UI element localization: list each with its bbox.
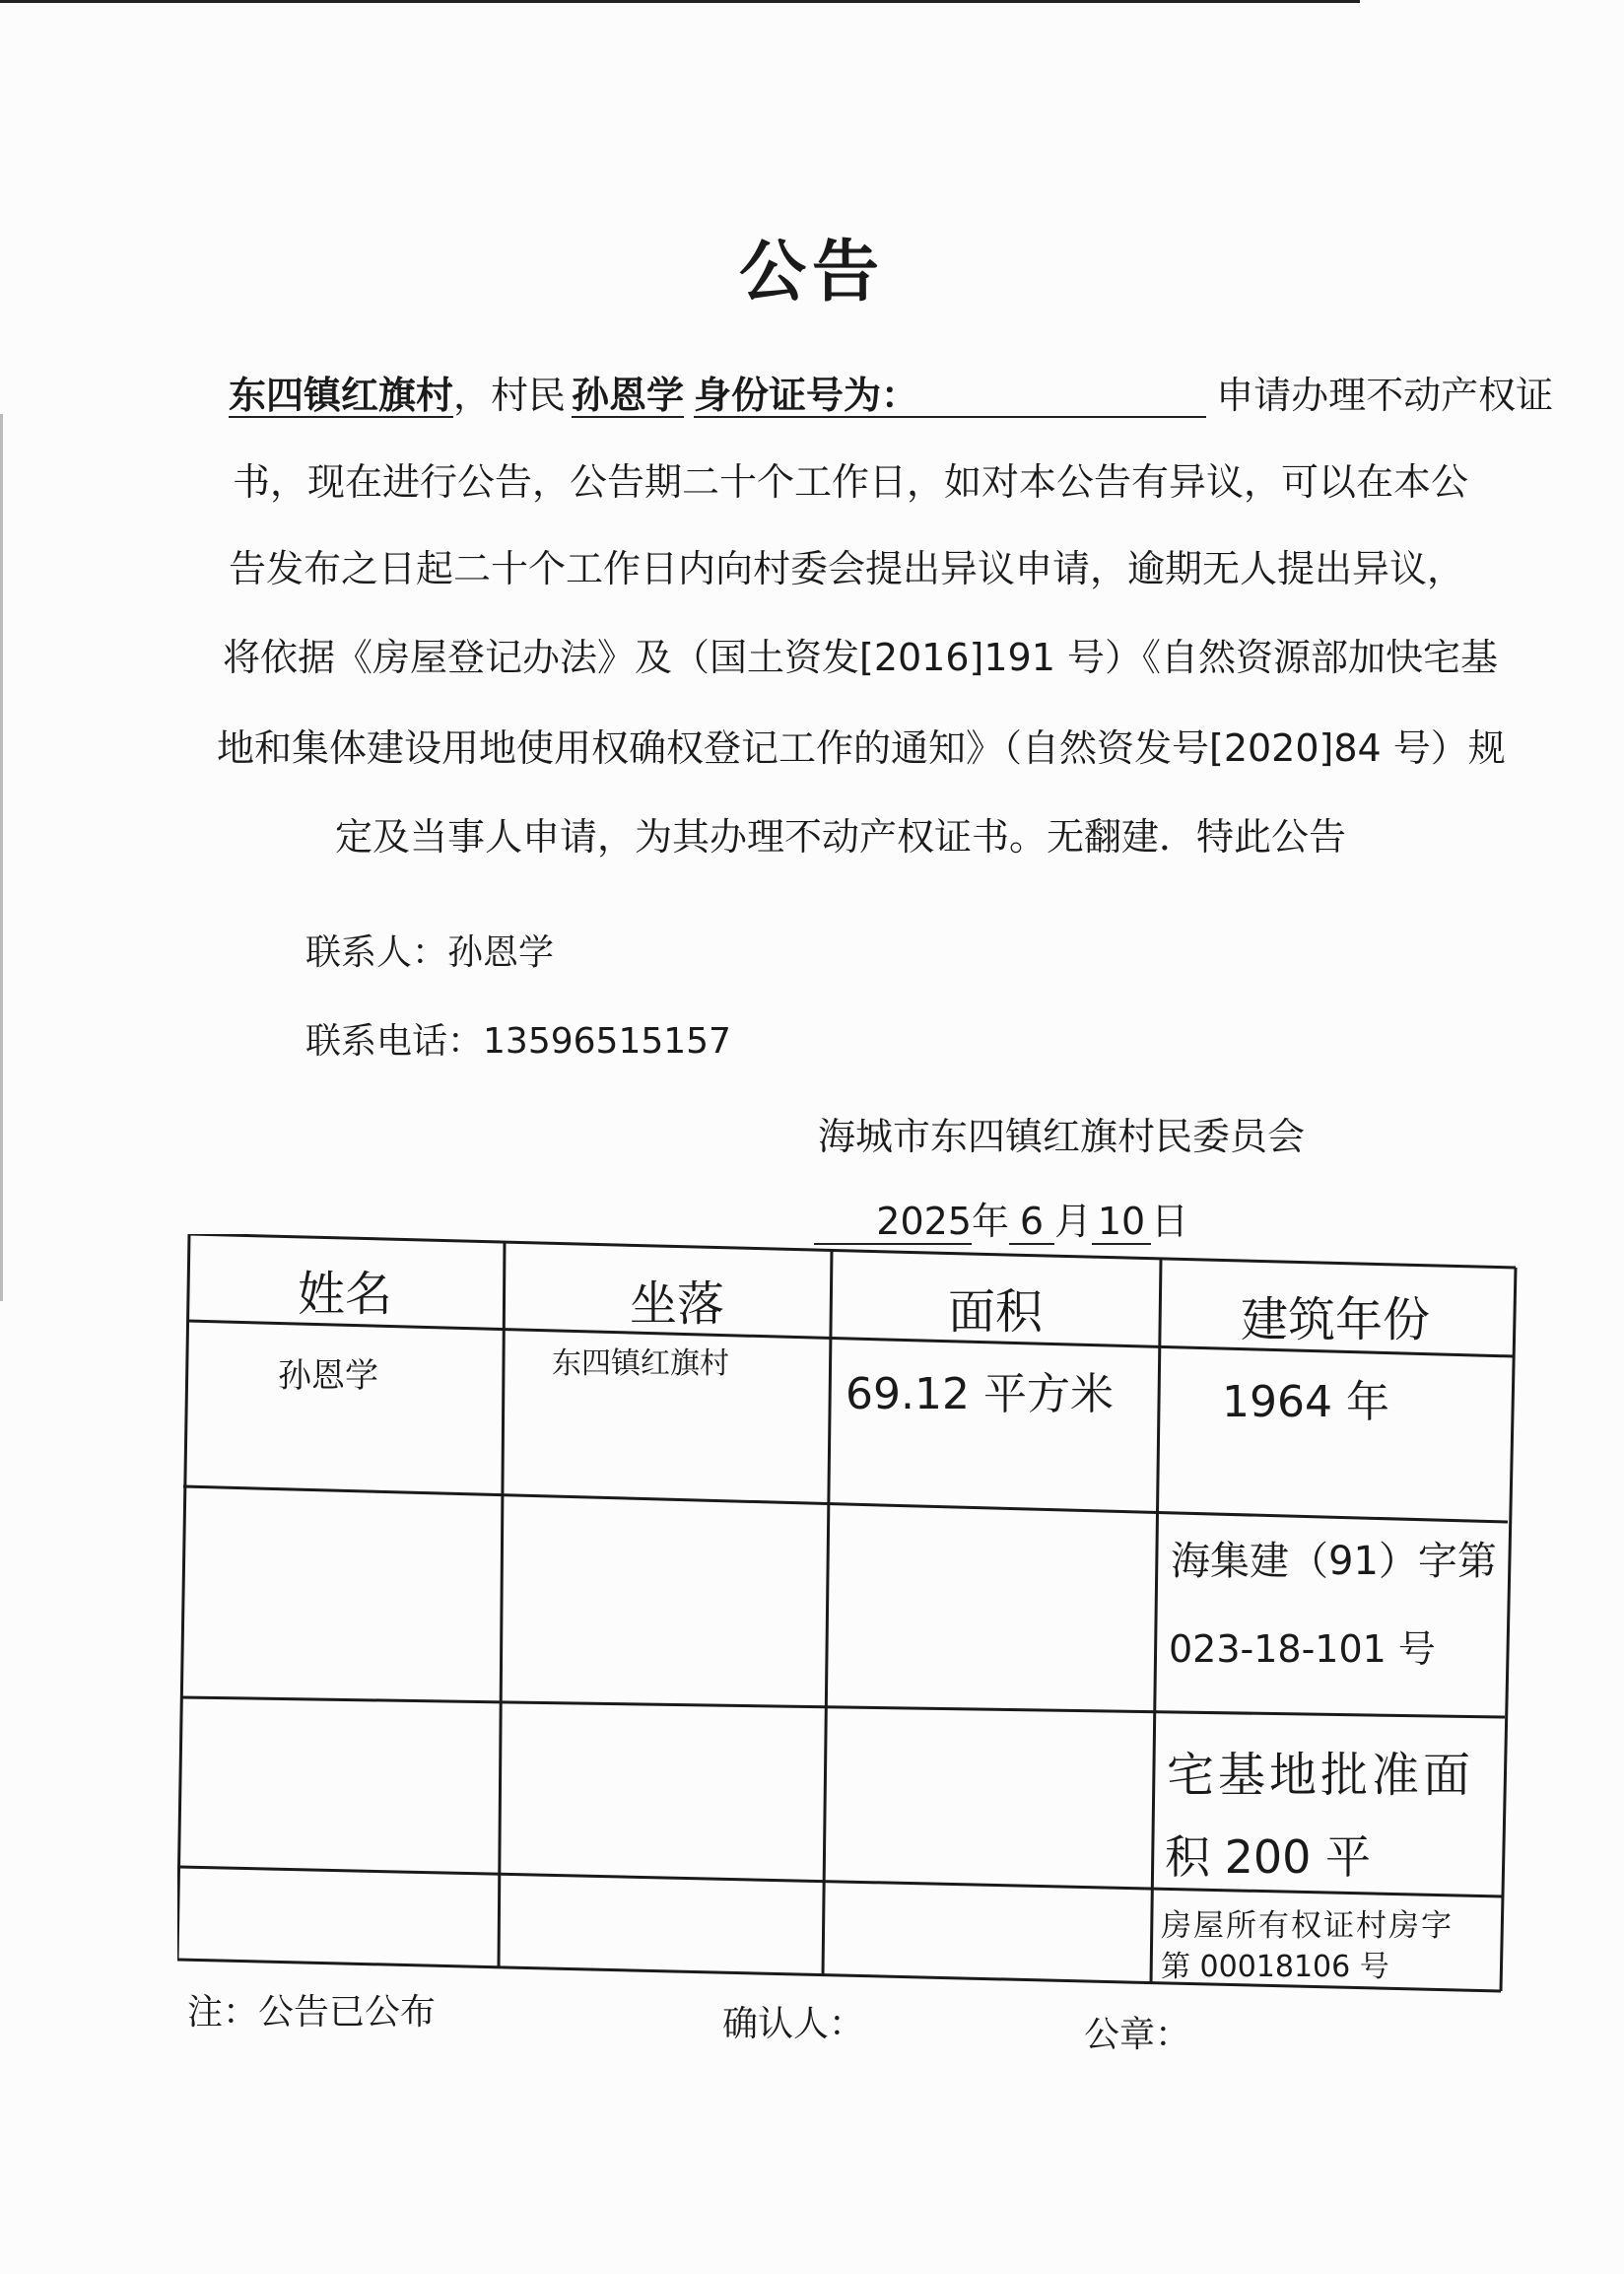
footer-note: 注：公告已公布 xyxy=(187,1992,437,2033)
header-name: 姓名 xyxy=(297,1267,392,1322)
header-area: 面积 xyxy=(947,1284,1043,1340)
id-label: 身份证号为： xyxy=(694,374,919,417)
issuer: 海城市东四镇红旗村民委员会 xyxy=(818,1115,1306,1158)
seal-label: 公章： xyxy=(1084,2015,1191,2055)
notice-line-6: 定及当事人申请，为其办理不动产权证书。无翻建．特此公告 xyxy=(335,815,1347,859)
header-build-year: 建筑年份 xyxy=(1240,1292,1430,1347)
notice-line-2: 书，现在进行公告，公告期二十个工作日，如对本公告有异议，可以在本公 xyxy=(233,460,1469,504)
cell-area: 69.12 平方米 xyxy=(846,1369,1114,1419)
col-divider-2 xyxy=(823,1250,832,1975)
contact-person-label: 联系人： xyxy=(305,932,448,973)
contact-phone xyxy=(305,1013,731,1064)
ownership-cert-line1: 房屋所有权证村房字 xyxy=(1161,1908,1454,1944)
date-month-unit: 月 xyxy=(1054,1200,1093,1243)
property-table xyxy=(177,1234,1518,1993)
row-divider-2 xyxy=(183,1486,1508,1522)
notice-line-1-tail: 申请办理不动产权证 xyxy=(1216,374,1554,417)
date-year: 2025 xyxy=(814,1200,972,1245)
document-title: 公告 xyxy=(738,234,885,311)
cell-build-year: 1964 年 xyxy=(1222,1377,1389,1427)
scan-edge xyxy=(0,0,1360,3)
contact-phone-label: 联系电话： xyxy=(305,1021,484,1062)
homestead-approved-area-line1: 宅基地批准面 xyxy=(1167,1748,1475,1803)
col-divider-1 xyxy=(499,1242,505,1967)
contact-person xyxy=(305,925,554,975)
cell-name: 孙恩学 xyxy=(278,1356,378,1396)
header-location: 坐落 xyxy=(629,1276,724,1332)
collective-construction-number: 023-18-101 号 xyxy=(1169,1627,1436,1671)
contact-person-value: 孙恩学 xyxy=(447,932,555,973)
villager-prefix: ，村民 xyxy=(453,374,567,417)
table-border-left xyxy=(177,1234,189,1960)
homestead-approved-area-line2: 积 200 平 xyxy=(1165,1830,1372,1884)
notice-line-1 xyxy=(229,374,1554,418)
col-divider-3 xyxy=(1151,1260,1161,1983)
date-year-unit: 年 xyxy=(972,1200,1010,1243)
date-day-unit: 日 xyxy=(1151,1200,1189,1243)
notice-line-3: 告发布之日起二十个工作日内向村委会提出异议申请，逾期无人提出异议， xyxy=(229,547,1465,590)
notice-line-5: 地和集体建设用地使用权确权登记工作的通知》（自然资发号[2020]84 号）规 xyxy=(217,726,1506,770)
confirmer-label: 确认人： xyxy=(722,2004,865,2044)
scan-edge-left xyxy=(0,414,3,1301)
collective-construction-ref: 海集建（91）字第 xyxy=(1171,1539,1497,1584)
id-number-blank xyxy=(918,384,1206,418)
villager-name: 孙恩学 xyxy=(572,374,685,417)
date-day: 10 xyxy=(1092,1200,1151,1245)
ownership-cert-line2: 第 00018106 号 xyxy=(1161,1950,1389,1984)
date-month: 6 xyxy=(1009,1200,1054,1245)
village-name: 东四镇红旗村 xyxy=(229,374,454,417)
cell-location: 东四镇红旗村 xyxy=(552,1346,729,1381)
contact-phone-value: 13596515157 xyxy=(483,1021,731,1062)
row-divider-3 xyxy=(181,1697,1505,1717)
table-border-right xyxy=(1501,1268,1516,1991)
notice-line-4: 将依据《房屋登记办法》及（国土资发[2016]191 号）《自然资源部加快宅基 xyxy=(223,636,1498,679)
